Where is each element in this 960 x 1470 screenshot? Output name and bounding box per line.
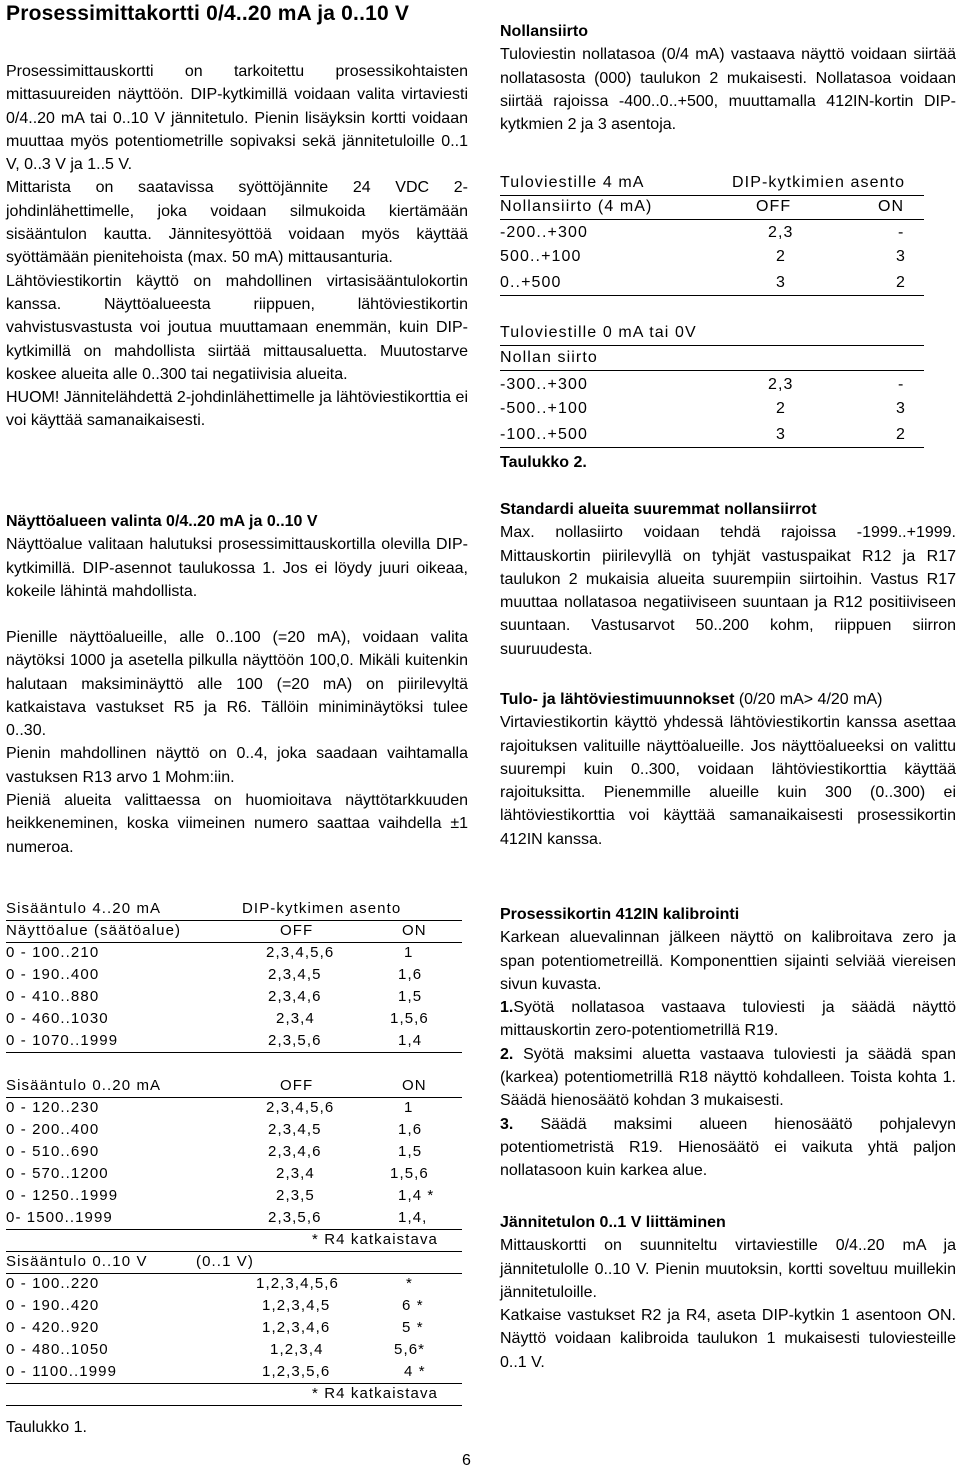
table-cell: 2,3,4,5,6 bbox=[266, 1099, 335, 1116]
step-number: 1. bbox=[500, 999, 514, 1017]
table1-head-off-2: OFF bbox=[280, 1077, 314, 1094]
table-cell: 0 - 190..400 bbox=[6, 966, 100, 983]
table-cell: 1,2,3,4 bbox=[270, 1341, 324, 1358]
table-cell: 3 bbox=[776, 274, 786, 291]
table-cell: 2,3,4 bbox=[276, 1165, 315, 1182]
table2-head-input-2: Tuloviestille 0 mA tai 0V bbox=[500, 324, 697, 341]
intro-paragraph-3: Lähtöviestikortin käyttö on mahdollinen virtasisääntulokortin kanssa. Näyttöalueesta riippuen, lähtöviestikortin vahvistusvastusta voi joutua muuttamaan enemmän, kuin DIP-kytkimillä on mahdollista siirtää mittausaluetta. Muutostarve koskee alueita alle 0..300 tai negatiivisia alueita. bbox=[6, 272, 468, 383]
table-cell: 1,4 * bbox=[398, 1187, 435, 1204]
table-cell: 4 * bbox=[404, 1363, 426, 1380]
table-cell: 500..+100 bbox=[500, 248, 582, 265]
table-cell: 2,3,5,6 bbox=[268, 1032, 322, 1049]
volt-text-1: Mittauskortti on suunniteltu virtaviestille 0/4..20 mA ja jännitetulolle 0..10 V. Pienin muutoksin, kortti soveltuu muillekin jännitetuloille. bbox=[500, 1237, 956, 1301]
table-cell: 0 - 480..1050 bbox=[6, 1341, 109, 1358]
table-cell: 1,5,6 bbox=[390, 1010, 429, 1027]
table-cell: 2,3,4 bbox=[276, 1010, 315, 1027]
table-cell: 1 bbox=[404, 1099, 414, 1116]
table-cell: 1,6 bbox=[398, 966, 423, 983]
intro-paragraph-4: HUOM! Jännitelähdettä 2-johdinlähettimelle ja lähtöviestikorttia ei voi käyttää samanaikaisesti. bbox=[6, 389, 468, 430]
table1-head-input: Sisääntulo 4..20 mA bbox=[6, 900, 162, 917]
volt-heading: Jännitetulon 0..1 V liittäminen bbox=[500, 1214, 726, 1231]
table-cell: 1,2,3,5,6 bbox=[262, 1363, 331, 1380]
table-cell: 0 - 1070..1999 bbox=[6, 1032, 119, 1049]
page-title: Prosessimittakortti 0/4..20 mA ja 0..10 V bbox=[6, 2, 410, 25]
table1-sub-off: OFF bbox=[280, 922, 314, 939]
footnote-text: * R4 katkaistava bbox=[312, 1385, 438, 1402]
io-heading-tail: (0/20 mA> 4/20 mA) bbox=[738, 691, 883, 708]
zero-heading: Nollansiirto bbox=[500, 23, 589, 40]
table-cell: 2 bbox=[896, 426, 906, 443]
cal-step-3 bbox=[500, 1113, 956, 1183]
table-cell: 1,2,3,4,5,6 bbox=[256, 1275, 339, 1292]
table-cell: 0 - 200..400 bbox=[6, 1121, 100, 1138]
footnote-text: * R4 katkaistava bbox=[312, 1231, 438, 1248]
table-cell: 5 * bbox=[402, 1319, 424, 1336]
table-cell: 1,6 bbox=[398, 1121, 423, 1138]
step-text: Syötä nollatasoa vastaava tuloviesti ja säädä näyttö mittauskortin zero-potentiometrillä R19. bbox=[500, 999, 956, 1040]
table-cell: 3 bbox=[896, 400, 906, 417]
table1-sub-on: ON bbox=[402, 922, 427, 939]
table2-head-input: Tuloviestille 4 mA bbox=[500, 174, 645, 191]
volt-text-2: Katkaise vastukset R2 ja R4, aseta DIP-kytkin 1 asentoon ON. Näyttö voidaan kalibroida taulukon 1 mukaisesti tuloviesteille 0..1 V. bbox=[500, 1307, 956, 1371]
smallest-text: Pienin mahdollinen näyttö on 0..4, joka saadaan vaihtamalla vastuksen R13 arvo 1 Mohm:iin. bbox=[6, 745, 468, 786]
table-cell: 1,2,3,4,6 bbox=[262, 1319, 331, 1336]
table-cell: 1,5 bbox=[398, 988, 423, 1005]
table1-head-alt-3: (0..1 V) bbox=[196, 1253, 254, 1270]
range-text: Näyttöalue valitaan halutuksi prosessimittauskortilla olevilla DIP-kytkimillä. DIP-asennot taulukossa 1. Jos ei löydy juuri oikeaa, kokeile lähintä mahdollista. bbox=[6, 536, 468, 600]
intro-paragraph-1: Prosessimittauskortti on tarkoitettu prosessikohtaisten mittasuureiden näyttöön. DIP-kytkimillä voidaan valita virtaviesti 0/4..20 mA tai 0..10 V jännitetulo. Pienin lisäyksin kortti voidaan muuttaa myös potentiometrille sopivaksi sekä jännitetuloille 0..1 V, 0..3 V ja 1..5 V. bbox=[6, 63, 468, 174]
step-text: Säädä maksimi alueen hienosäätö pohjalevyn potentiometristä R19. Hienosäätö ei vaikuta yhtä paljon nollatasoon kuin karkea alue. bbox=[500, 1115, 956, 1180]
table-cell: 6 * bbox=[402, 1297, 424, 1314]
cal-step-1 bbox=[500, 996, 956, 1043]
table-cell: 2,3,4,5 bbox=[268, 966, 322, 983]
table-cell: 0..+500 bbox=[500, 274, 562, 291]
zero-section bbox=[500, 20, 956, 136]
table-cell: 0 - 100..210 bbox=[6, 944, 100, 961]
table-cell: 0 - 190..420 bbox=[6, 1297, 100, 1314]
table-cell: 0- 1500..1999 bbox=[6, 1209, 113, 1226]
table2-sub-shift: Nollansiirto (4 mA) bbox=[500, 198, 653, 215]
voltage-section bbox=[500, 1211, 956, 1374]
table-cell: 2,3,5,6 bbox=[268, 1209, 322, 1226]
io-section bbox=[500, 688, 956, 851]
step-text: Syötä maksimi aluetta vastaava tuloviesti ja säädä span (karkea) potentiometrillä R18 näyttö kohdalleen. Toista kohta 1. Säädä hienosäätö kohdan 3 mukaisesti. bbox=[500, 1045, 956, 1110]
io-heading: Tulo- ja lähtöviestimuunnokset bbox=[500, 691, 735, 708]
table-cell: 1,4 bbox=[398, 1032, 423, 1049]
table1-head-on-2: ON bbox=[402, 1077, 427, 1094]
cal-step-2 bbox=[500, 1043, 956, 1113]
page-number: 6 bbox=[462, 1452, 471, 1469]
io-text: Virtaviestikortin käyttö yhdessä lähtöviestikortin kanssa asettaa rajoituksen valituille näyttöalueille. Jos näyttöalueeksi on valittu suurempi kuin 0..300, voidaan lähtöviestikorttia käyttää rajoituksitta. Pienemmille alueille kuin 300 (0..300) ei lähtöviestikorttia voi käyttää samanaikaisesti prosessikortin 412IN kanssa. bbox=[500, 714, 956, 848]
std-text: Max. nollasiirto voidaan tehdä rajoissa -1999..+1999. Mittauskortin piirilevyllä on tyhjät vastuspaikat R12 ja R17 taulukon 2 mukaisia alueita suurempiin siirtoihin. Vastus R17 muuttaa nollatasoa negatiiviseen suuntaan ja R12 positiiviseen suuntaan. Vastusarvot 50..200 kohm, riippuen siirron suuruudesta. bbox=[500, 524, 956, 658]
table-cell: 2,3,4,5,6 bbox=[266, 944, 335, 961]
table2-head-dip: DIP-kytkimien asento bbox=[732, 174, 906, 191]
intro-paragraph-2: Mittarista on saatavissa syöttöjännite 24 VDC 2-johdinlähettimelle, joka voidaan silmukoida kiertämään sisääntulon kautta. Jännitesyöttöä voidaan myös käyttää syöttämään pienitehoista (max. 50 mA) mittausanturia. bbox=[6, 179, 468, 267]
table-cell: 0 - 570..1200 bbox=[6, 1165, 109, 1182]
note-text: Pieniä alueita valittaessa on huomioitava näyttötarkkuuden heikkeneminen, koska viimeinen numero saattaa vaihdella ±1 numeroa. bbox=[6, 792, 468, 856]
table-cell: - bbox=[898, 224, 905, 241]
table-cell: 0 - 410..880 bbox=[6, 988, 100, 1005]
table-cell: 3 bbox=[776, 426, 786, 443]
table-cell: 0 - 120..230 bbox=[6, 1099, 100, 1116]
table-cell: 2,3 bbox=[768, 376, 794, 393]
step-number: 2. bbox=[500, 1045, 514, 1063]
small-ranges-text: Pienille näyttöalueille, alle 0..100 (=20 mA), voidaan valita näytöksi 1000 ja asetella pilkulla näyttöön 100,0. Mikäli kuitenkin halutaan maksiminäyttö alle 100 (=20 mA) on piirilevyltä katkaistava vastukset R5 ja R6. Tällöin miniminäytöksi tulee 0..30. bbox=[6, 629, 468, 740]
table-cell: 2 bbox=[776, 400, 786, 417]
table-cell: -500..+100 bbox=[500, 400, 588, 417]
table-cell: 2,3 bbox=[768, 224, 794, 241]
table-cell: 0 - 100..220 bbox=[6, 1275, 100, 1292]
table-cell: 2 bbox=[896, 274, 906, 291]
table-cell: 0 - 510..690 bbox=[6, 1143, 100, 1160]
cal-intro: Karkean aluevalinnan jälkeen näyttö on kalibroitava zero ja span potentiometreillä. Komponenttien sijainti selviää viereisen sivun kuvasta. bbox=[500, 929, 956, 993]
small-range-section bbox=[6, 626, 468, 859]
table-cell: 1,2,3,4,5 bbox=[262, 1297, 331, 1314]
table2-caption: Taulukko 2. bbox=[500, 454, 587, 471]
table-cell: 0 - 1250..1999 bbox=[6, 1187, 119, 1204]
table-cell: 1,5,6 bbox=[390, 1165, 429, 1182]
table-cell: 0 - 460..1030 bbox=[6, 1010, 109, 1027]
table-cell: 0 - 1100..1999 bbox=[6, 1363, 118, 1380]
intro-section bbox=[6, 60, 468, 433]
std-heading: Standardi alueita suuremmat nollansiirrot bbox=[500, 501, 817, 518]
zero-text: Tuloviestin nollatasoa (0/4 mA) vastaava näyttö voidaan siirtää nollatasosta (000) taulukon 2 mukaisesti. Nollatasoa voidaan siirtää rajoissa -400..0..+500, muuttamalla 412IN-kortin DIP-kytkmien 2 ja 3 asentoja. bbox=[500, 46, 956, 134]
table-cell: 1,4, bbox=[398, 1209, 428, 1226]
table-cell: 2,3,4,5 bbox=[268, 1121, 322, 1138]
table-cell: -100..+500 bbox=[500, 426, 588, 443]
std-section bbox=[500, 498, 956, 661]
table-cell: 3 bbox=[896, 248, 906, 265]
table-cell: 2 bbox=[776, 248, 786, 265]
table1-caption: Taulukko 1. bbox=[6, 1419, 87, 1436]
table1-head-input-2: Sisääntulo 0..20 mA bbox=[6, 1077, 162, 1094]
table-cell: 2,3,5 bbox=[276, 1187, 315, 1204]
table-cell: -300..+300 bbox=[500, 376, 588, 393]
calibration-section bbox=[500, 903, 956, 1183]
table-cell: 2,3,4,6 bbox=[268, 988, 322, 1005]
table1-head-input-3: Sisääntulo 0..10 V bbox=[6, 1253, 148, 1270]
table-cell: 5,6* bbox=[394, 1341, 426, 1358]
table-cell: - bbox=[898, 376, 905, 393]
table1-head-dip: DIP-kytkimen asento bbox=[242, 900, 402, 917]
table-cell: 1,5 bbox=[398, 1143, 423, 1160]
table-cell: 1 bbox=[404, 944, 414, 961]
table2-sub-off: OFF bbox=[756, 198, 792, 215]
table-cell: * bbox=[406, 1275, 413, 1292]
range-heading: Näyttöalueen valinta 0/4..20 mA ja 0..10 V bbox=[6, 513, 318, 530]
table-cell: 2,3,4,6 bbox=[268, 1143, 322, 1160]
step-number: 3. bbox=[500, 1115, 514, 1133]
table-cell: 0 - 420..920 bbox=[6, 1319, 100, 1336]
table1-sub-range: Näyttöalue (säätöalue) bbox=[6, 922, 182, 939]
range-section bbox=[6, 510, 468, 603]
cal-heading: Prosessikortin 412IN kalibrointi bbox=[500, 906, 740, 923]
table-cell: -200..+300 bbox=[500, 224, 588, 241]
table2-sub-on: ON bbox=[878, 198, 905, 215]
table2-sub-shift-2: Nollan siirto bbox=[500, 349, 598, 366]
